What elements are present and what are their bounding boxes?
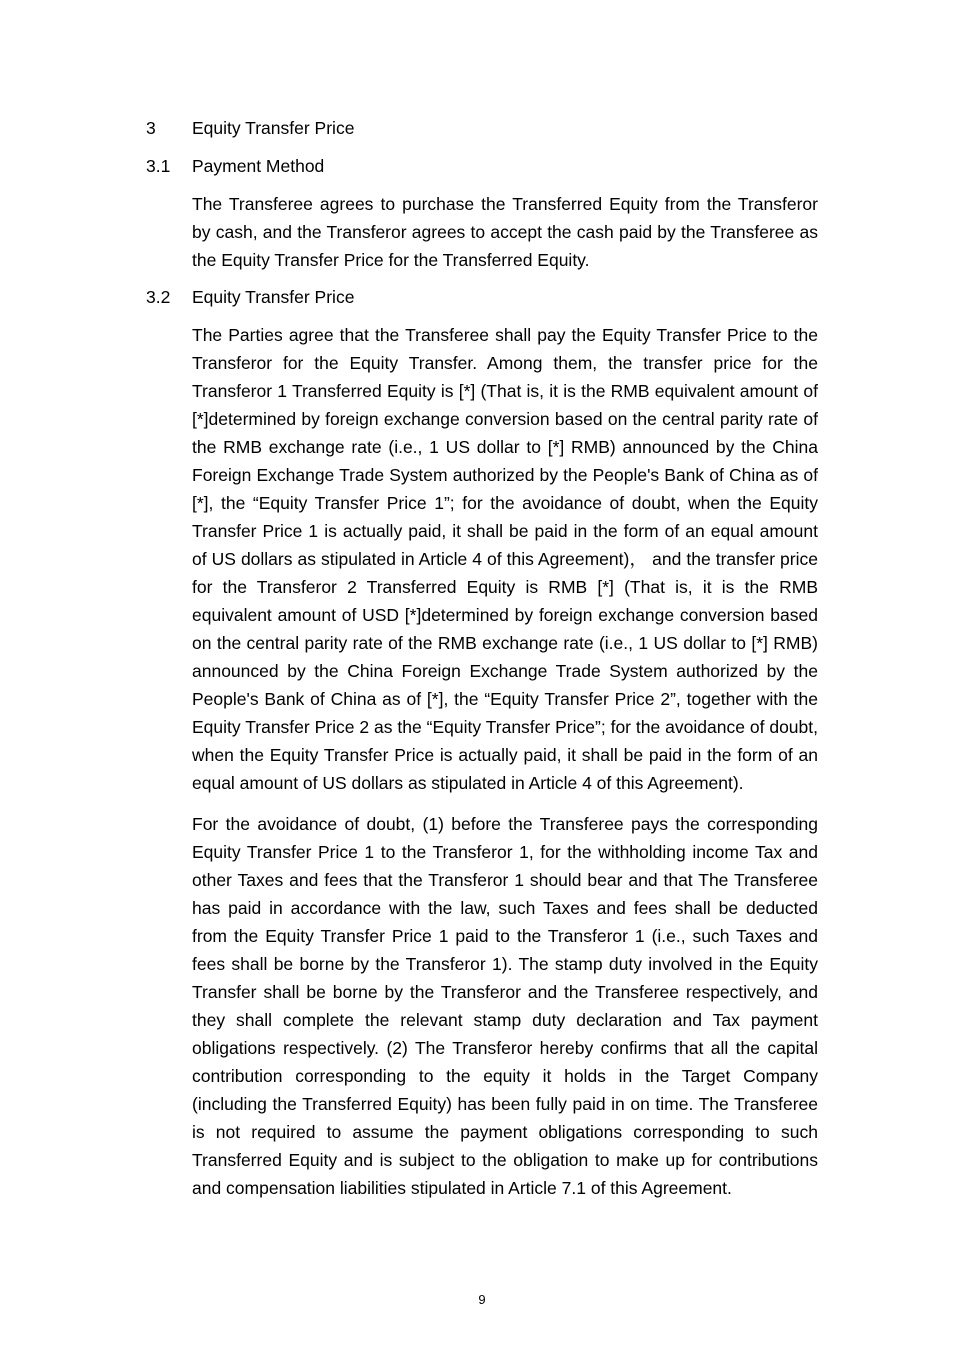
section-title: Equity Transfer Price: [192, 118, 355, 138]
equity-transfer-price-paragraph: The Parties agree that the Transferee shall pay the Equity Transfer Price to the Transferor for the Equity Transfer. Among them, the transfer price for the Transferor 1 Transferred Equity is [*] (That is, it is the RMB equivalent amount of [*]determined by foreign exchange conversion based on the central parity rate of the RMB exchange rate (i.e., 1 US dollar to [*] RMB) announced by the China Foreign Exchange Trade System authorized by the People's Bank of China as of [*], the “Equity Transfer Price 1”; for the avoidance of doubt, when the Equity Transfer Price 1 is actually paid, it shall be paid in the form of an equal amount of US dollars as stipulated in Article 4 of this Agreement)， and the transfer price for the Transferor 2 Transferred Equity is RMB [*] (That is, it is the RMB equivalent amount of USD [*]determined by foreign exchange conversion based on the central parity rate of the RMB exchange rate (i.e., 1 US dollar to [*] RMB) announced by the China Foreign Exchange Trade System authorized by the People's Bank of China as of [*], the “Equity Transfer Price 2”, together with the Equity Transfer Price 2 as the “Equity Transfer Price”; for the avoidance of doubt, when the Equity Transfer Price is actually paid, it shall be paid in the form of an equal amount of US dollars as stipulated in Article 4 of this Agreement).: [192, 325, 818, 793]
avoidance-of-doubt-paragraph: For the avoidance of doubt, (1) before the Transferee pays the corresponding Equity Transfer Price 1 to the Transferor 1, for the withholding income Tax and other Taxes and fees that the Transferor 1 should bear and that The Transferee has paid in accordance with the law, such Taxes and fees shall be deducted from the Equity Transfer Price 1 paid to the Transferor 1 (i.e., such Taxes and fees shall be borne by the Transferor 1). The stamp duty involved in the Equity Transfer shall be borne by the Transferor and the Transferee respectively, and they shall complete the relevant stamp duty declaration and Tax payment obligations respectively. (2) The Transferor hereby confirms that all the capital contribution corresponding to the equity it holds in the Target Company (including the Transferred Equity) has been fully paid in on time. The Transferee is not required to assume the payment obligations corresponding to such Transferred Equity and is subject to the obligation to make up for contributions and compensation liabilities stipulated in Article 7.1 of this Agreement.: [192, 814, 818, 1198]
subsection-title: Payment Method: [192, 156, 325, 176]
subsection-number: 3.2: [146, 287, 171, 307]
section-heading: [146, 117, 354, 139]
subsection-heading-3-1: [146, 155, 324, 177]
subsection-title: Equity Transfer Price: [192, 287, 355, 307]
section-number: 3: [146, 118, 156, 138]
subsection-number: 3.1: [146, 156, 171, 176]
payment-method-paragraph: The Transferee agrees to purchase the Transferred Equity from the Transferor by cash, and the Transferor agrees to accept the cash paid by the Transferee as the Equity Transfer Price for the Transferred Equity.: [192, 194, 818, 270]
page-number: 9: [478, 1292, 486, 1307]
subsection-heading-3-2: [146, 286, 354, 308]
